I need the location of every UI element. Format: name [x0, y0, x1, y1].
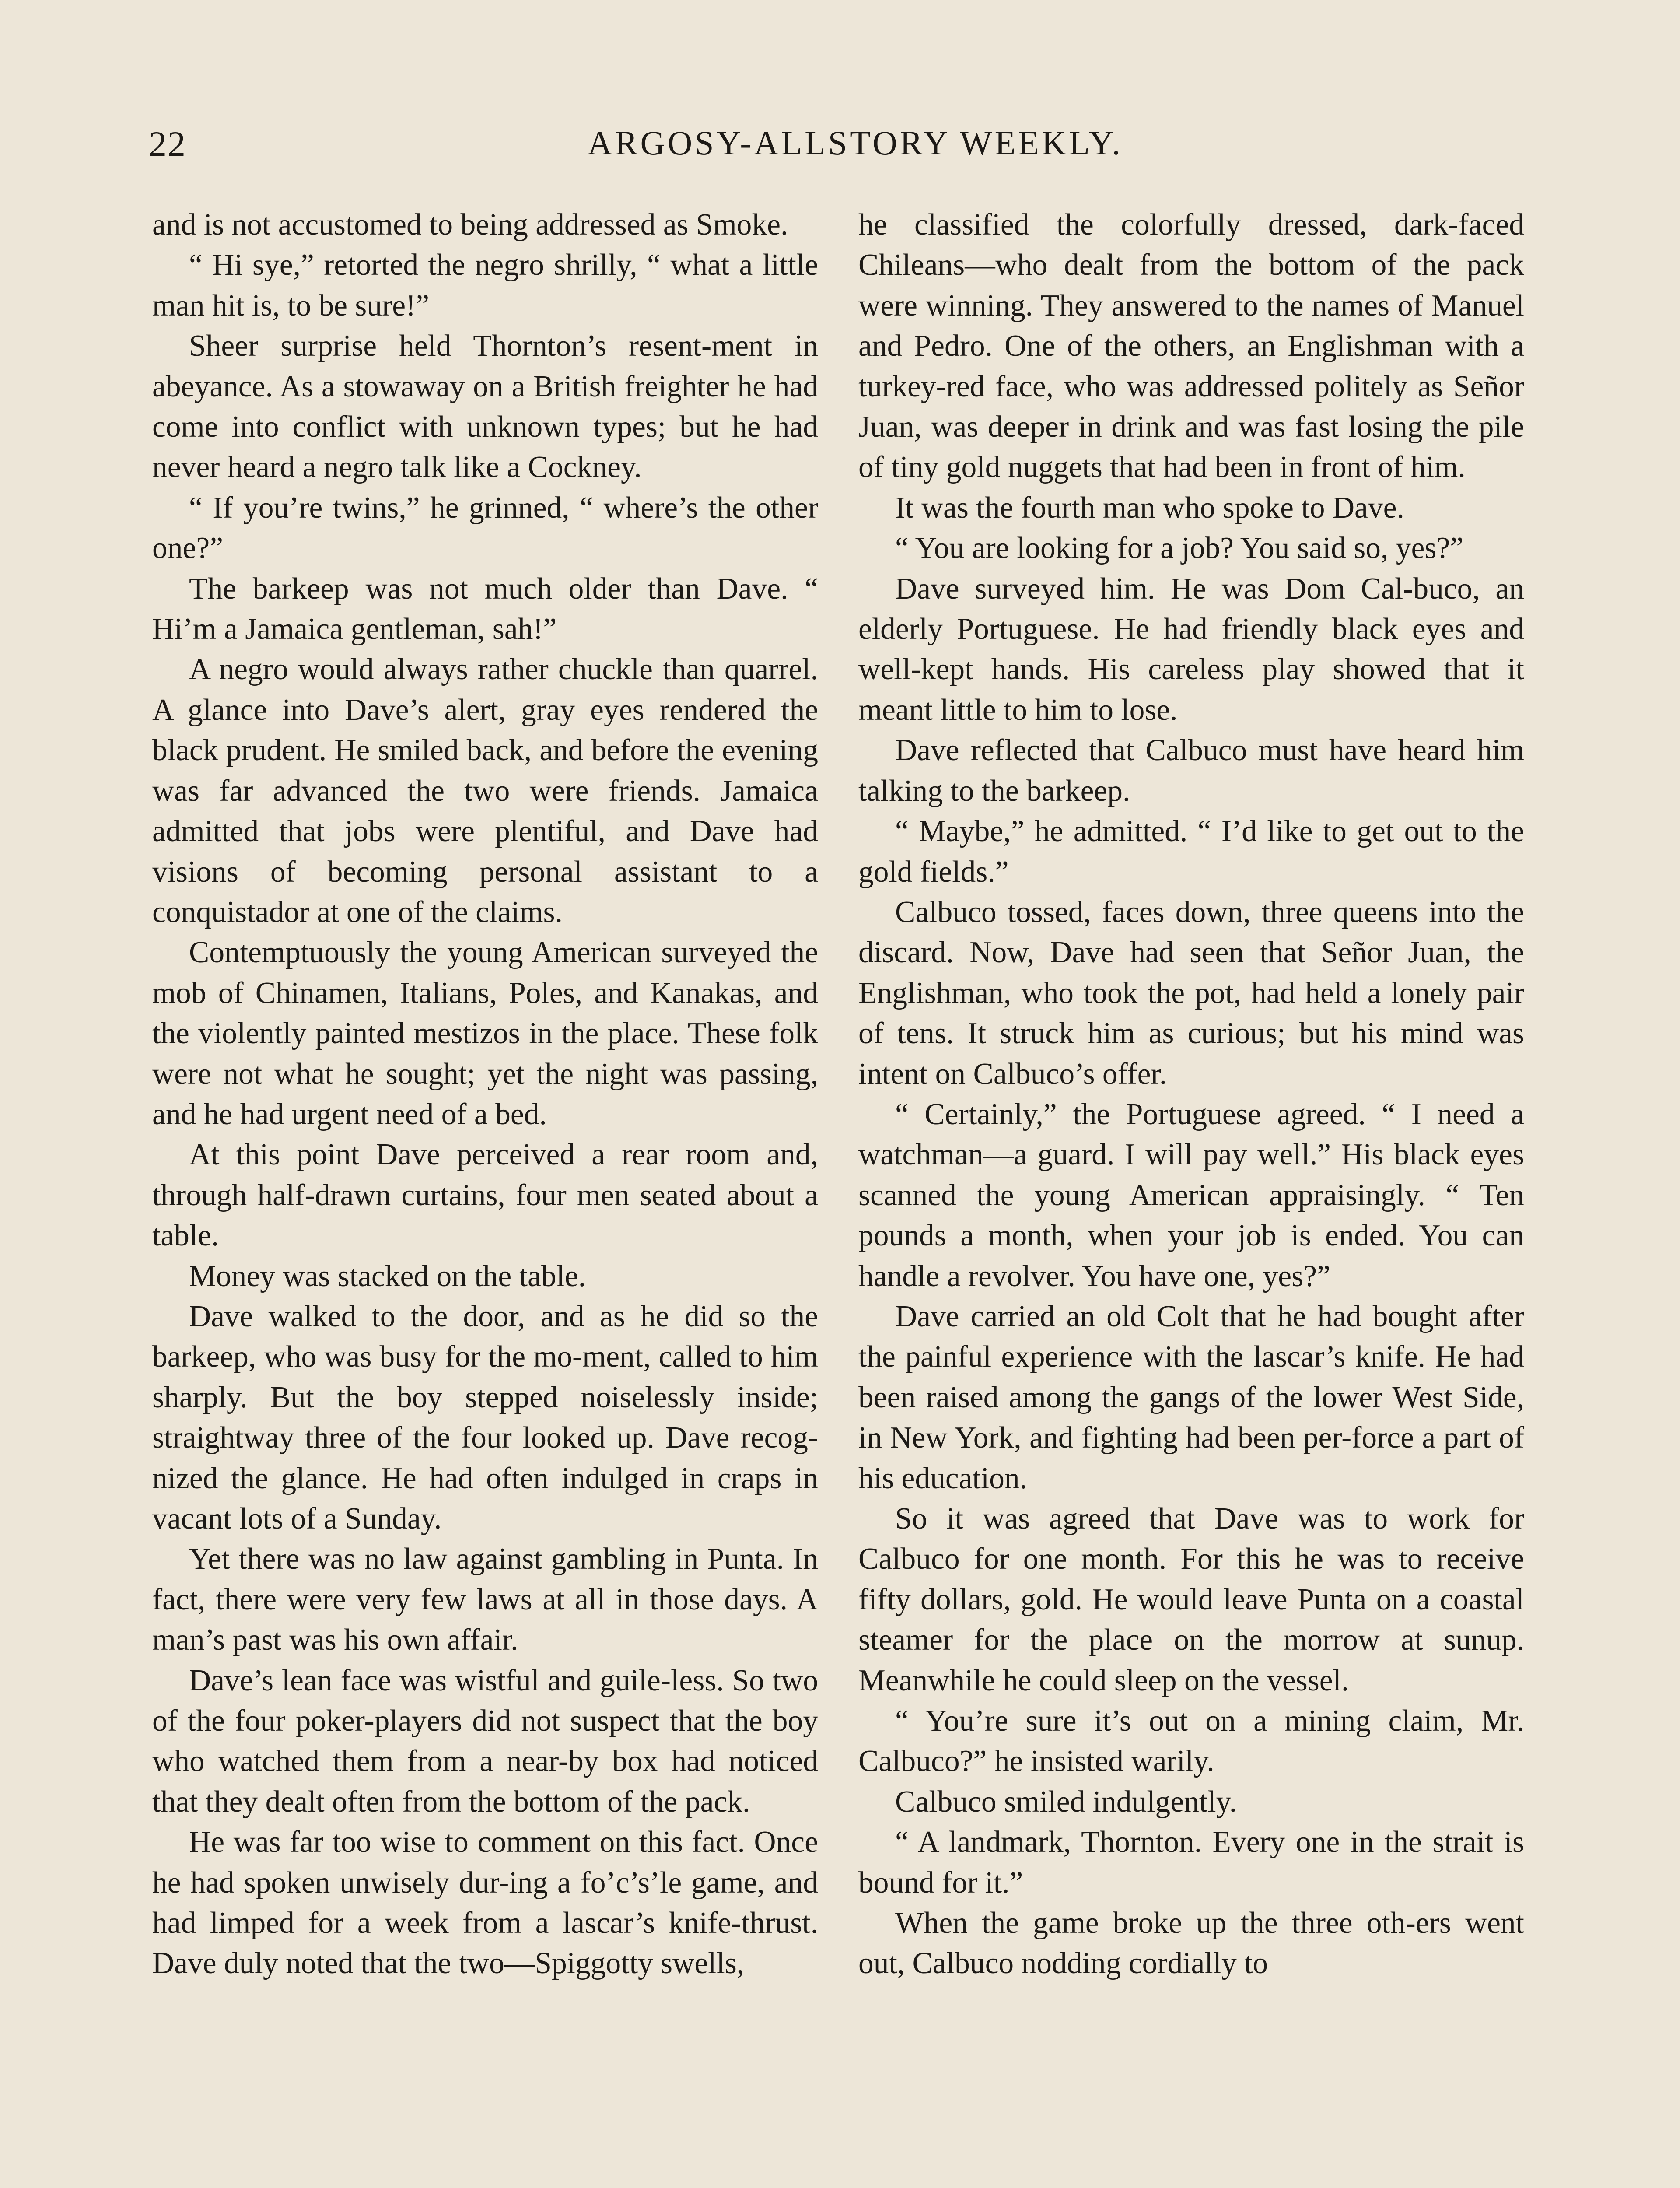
paragraph: “ You are looking for a job? You said so, yes?”	[895, 531, 1464, 565]
paragraph: Dave walked to the door, and as he did so the barkeep, who was busy for the mo-ment, called to him sharply. But the boy stepped noiselessly inside; straightway three of the four looked up. Dave recog-nized the glance. He had often indulged in craps in vacant lots of a Sunday.	[152, 1299, 818, 1536]
paragraph: Contemptuously the young American surveyed the mob of Chinamen, Italians, Poles, and Kanakas, and the violently painted mestizos in the place. These folk were not what he sought; yet the night was passing, and he had urgent need of a bed.	[152, 936, 818, 1131]
right-column	[858, 205, 1524, 1984]
paragraph: He was far too wise to comment on this fact. Once he had spoken unwisely dur-ing a fo’c’s’le game, and had limped for a week from a lascar’s knife-thrust. Dave duly noted that the two—Spiggotty swells,	[152, 1825, 818, 1981]
paragraph: It was the fourth man who spoke to Dave.	[895, 491, 1404, 525]
paragraph: When the game broke up the three oth-ers went out, Calbuco nodding cordially to	[858, 1906, 1524, 1981]
paragraph: Dave carried an old Colt that he had bought after the painful experience with the lascar’s knife. He had been raised among the gangs of the lower West Side, in New York, and fighting had been per-force a part of his education.	[858, 1299, 1524, 1495]
paragraph: “ Hi sye,” retorted the negro shrilly, “ what a little man hit is, to be sure!”	[152, 248, 818, 323]
paragraph: Dave surveyed him. He was Dom Cal-buco, an elderly Portuguese. He had friendly black eyes and well-kept hands. His careless play showed that it meant little to him to lose.	[858, 572, 1524, 727]
paragraph: Dave’s lean face was wistful and guile-less. So two of the four poker-players did not suspect that the boy who watched them from a near-by box had noticed that they dealt often from the bottom of the pack.	[152, 1663, 818, 1819]
paragraph: “ You’re sure it’s out on a mining claim, Mr. Calbuco?” he insisted warily.	[858, 1704, 1524, 1778]
paragraph: Dave reflected that Calbuco must have heard him talking to the barkeep.	[858, 733, 1524, 808]
paragraph: Money was stacked on the table.	[189, 1259, 586, 1293]
page-number: 22	[149, 124, 186, 164]
paragraph: The barkeep was not much older than Dave. “ Hi’m a Jamaica gentleman, sah!”	[152, 572, 818, 646]
paragraph: Yet there was no law against gambling in Punta. In fact, there were very few laws at all in those days. A man’s past was his own affair.	[152, 1542, 818, 1657]
paragraph: So it was agreed that Dave was to work for Calbuco for one month. For this he was to receive fifty dollars, gold. He would leave Punta on a coastal steamer for the place on the morrow at sunup. Meanwhile he could sleep on the vessel.	[858, 1502, 1524, 1697]
paragraph: “ Maybe,” he admitted. “ I’d like to get out to the gold fields.”	[858, 814, 1524, 889]
paragraph: and is not accustomed to being addressed as Smoke.	[152, 208, 788, 242]
paragraph: A negro would always rather chuckle than quarrel. A glance into Dave’s alert, gray eyes rendered the black prudent. He smiled back, and before the evening was far advanced the two were friends. Jamaica admitted that jobs were plentiful, and Dave had visions of becoming personal assistant to a conquistador at one of the claims.	[152, 652, 818, 929]
paragraph: Calbuco smiled indulgently.	[895, 1785, 1237, 1819]
paragraph: he classified the colorfully dressed, dark-faced Chileans—who dealt from the bottom of the pack were winning. They answered to the names of Manuel and Pedro. One of the others, an Englishman with a turkey-red face, who was addressed politely as Señor Juan, was deeper in drink and was fast losing the pile of tiny gold nuggets that had been in front of him.	[858, 208, 1524, 484]
paragraph: “ A landmark, Thornton. Every one in the strait is bound for it.”	[858, 1825, 1524, 1900]
page-header	[149, 123, 1562, 180]
paragraph: “ Certainly,” the Portuguese agreed. “ I need a watchman—a guard. I will pay well.” His black eyes scanned the young American appraisingly. “ Ten pounds a month, when your job is ended. You can handle a revolver. You have one, yes?”	[858, 1097, 1524, 1293]
running-head: ARGOSY-ALLSTORY WEEKLY.	[588, 124, 1123, 162]
paragraph: “ If you’re twins,” he grinned, “ where’s the other one?”	[152, 491, 818, 565]
left-column	[152, 205, 818, 1984]
paragraph: Calbuco tossed, faces down, three queens into the discard. Now, Dave had seen that Señor Juan, the Englishman, who took the pot, had held a lonely pair of tens. It struck him as curious; but his mind was intent on Calbuco’s offer.	[858, 895, 1524, 1091]
paragraph: Sheer surprise held Thornton’s resent-ment in abeyance. As a stowaway on a British freighter he had come into conflict with unknown types; but he had never heard a negro talk like a Cockney.	[152, 329, 818, 484]
paragraph: At this point Dave perceived a rear room and, through half-drawn curtains, four men seated about a table.	[152, 1138, 818, 1253]
